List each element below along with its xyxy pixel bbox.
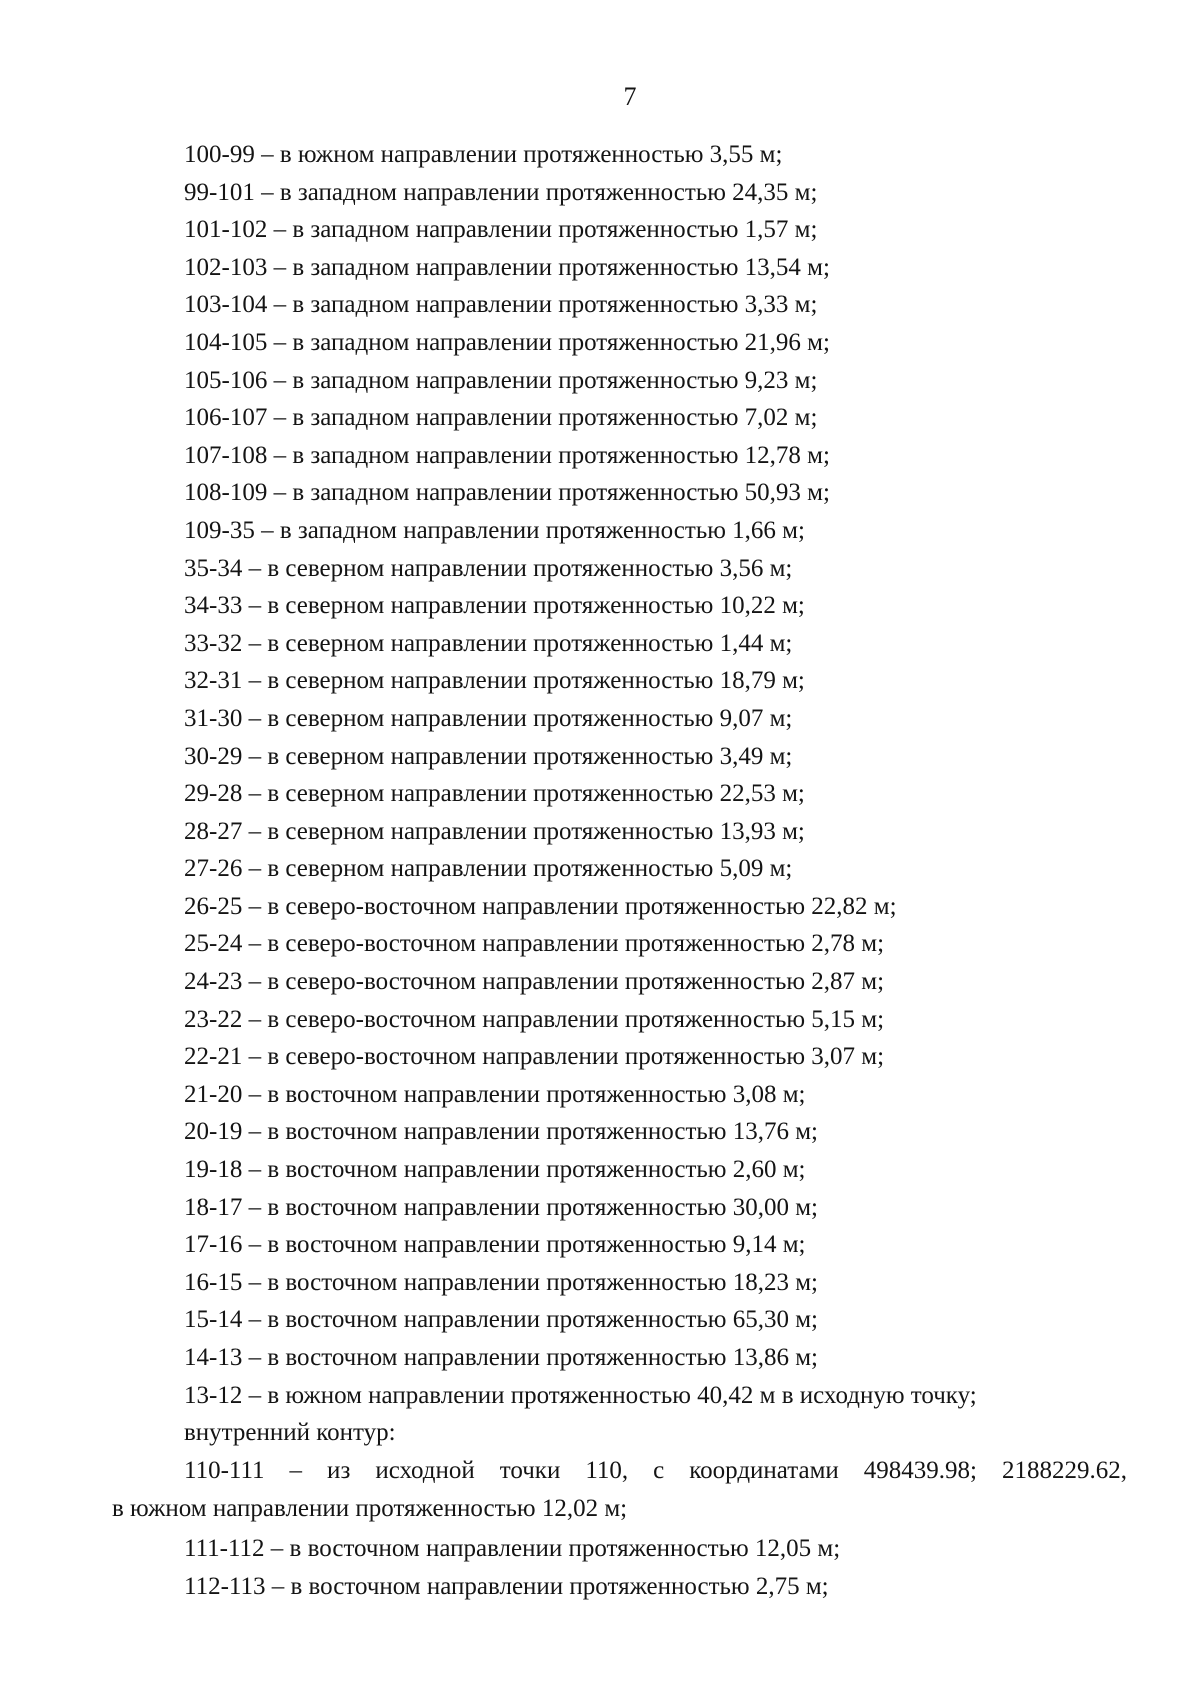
- segment-line: 17-16 – в восточном направлении протяженностью 9,14 м;: [184, 1231, 806, 1259]
- segment-line: 34-33 – в северном направлении протяженностью 10,22 м;: [184, 592, 805, 620]
- segment-line: 13-12 – в южном направлении протяженностью 40,42 м в исходную точку;: [184, 1381, 977, 1409]
- segment-line: 112-113 – в восточном направлении протяженностью 2,75 м;: [184, 1572, 829, 1600]
- segment-line: 99-101 – в западном направлении протяженностью 24,35 м;: [184, 178, 818, 206]
- segment-line: 15-14 – в восточном направлении протяженностью 65,30 м;: [184, 1306, 818, 1334]
- segment-line: 32-31 – в северном направлении протяженностью 18,79 м;: [184, 667, 805, 695]
- segment-line: 106-107 – в западном направлении протяженностью 7,02 м;: [184, 404, 818, 432]
- segment-line: 20-19 – в восточном направлении протяженностью 13,76 м;: [184, 1118, 818, 1146]
- segment-line: 31-30 – в северном направлении протяженностью 9,07 м;: [184, 704, 793, 732]
- segment-line: 29-28 – в северном направлении протяженностью 22,53 м;: [184, 780, 805, 808]
- segment-line: 28-27 – в северном направлении протяженностью 13,93 м;: [184, 817, 805, 845]
- inner-contour-list: [184, 1530, 1144, 1605]
- segment-line: 101-102 – в западном направлении протяженностью 1,57 м;: [184, 216, 818, 244]
- segment-line: 26-25 – в северо-восточном направлении протяженностью 22,82 м;: [184, 892, 897, 920]
- segment-line: 35-34 – в северном направлении протяженностью 3,56 м;: [184, 554, 793, 582]
- segment-line: 103-104 – в западном направлении протяженностью 3,33 м;: [184, 291, 818, 319]
- segment-line: 18-17 – в восточном направлении протяженностью 30,00 м;: [184, 1193, 818, 1221]
- segment-line: 109-35 – в западном направлении протяженностью 1,66 м;: [184, 516, 805, 544]
- segment-line: 14-13 – в восточном направлении протяженностью 13,86 м;: [184, 1344, 818, 1371]
- inner-contour-heading: внутренний контур:: [184, 1419, 396, 1447]
- segment-line: 108-109 – в западном направлении протяженностью 50,93 м;: [184, 479, 830, 507]
- segment-line: 104-105 – в западном направлении протяженностью 21,96 м;: [184, 328, 830, 356]
- segment-line: 23-22 – в северо-восточном направлении протяженностью 5,15 м;: [184, 1005, 885, 1033]
- segment-line: 27-26 – в северном направлении протяженностью 5,09 м;: [184, 855, 793, 883]
- segment-line: 33-32 – в северном направлении протяженностью 1,44 м;: [184, 629, 793, 657]
- segment-line: 22-21 – в северо-восточном направлении протяженностью 3,07 м;: [184, 1043, 885, 1071]
- inner-first-line-1: 110-111 – из исходной точки 110, с координатами 498439.98; 2188229.62,: [184, 1457, 1127, 1484]
- segment-line: 105-106 – в западном направлении протяженностью 9,23 м;: [184, 366, 818, 394]
- segment-line: 100-99 – в южном направлении протяженностью 3,55 м;: [184, 141, 783, 168]
- page-number: 7: [623, 82, 637, 111]
- inner-contour-first-paragraph: [112, 1452, 1127, 1527]
- segment-line: 24-23 – в северо-восточном направлении протяженностью 2,87 м;: [184, 968, 885, 996]
- segment-line: 107-108 – в западном направлении протяженностью 12,78 м;: [184, 441, 830, 469]
- outer-contour-list: [184, 136, 1144, 1452]
- segment-line: 25-24 – в северо-восточном направлении протяженностью 2,78 м;: [184, 930, 885, 958]
- segment-line: 102-103 – в западном направлении протяженностью 13,54 м;: [184, 253, 830, 281]
- segment-line: 30-29 – в северном направлении протяженностью 3,49 м;: [184, 742, 793, 770]
- inner-first-line-2: в южном направлении протяженностью 12,02 м;: [112, 1494, 628, 1522]
- segment-line: 19-18 – в восточном направлении протяженностью 2,60 м;: [184, 1156, 806, 1184]
- segment-line: 111-112 – в восточном направлении протяженностью 12,05 м;: [184, 1535, 841, 1562]
- segment-line: 21-20 – в восточном направлении протяженностью 3,08 м;: [184, 1080, 806, 1108]
- segment-line: 16-15 – в восточном направлении протяженностью 18,23 м;: [184, 1268, 818, 1296]
